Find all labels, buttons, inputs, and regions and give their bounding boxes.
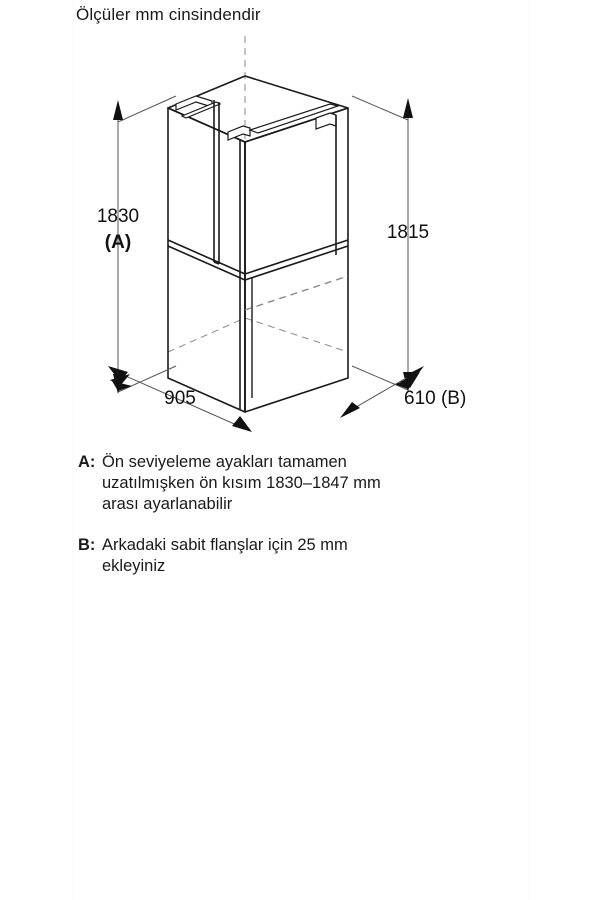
dimension-depth-value: 610 (B)	[404, 388, 467, 409]
note-b-line-2: ekleyiniz	[102, 557, 166, 575]
note-a-line-2: uzatılmışken ön kısım 1830–1847 mm	[102, 474, 381, 492]
dimension-rear-height	[352, 96, 429, 392]
lower-door-panel-edges	[245, 276, 348, 398]
refrigerator-isometric-drawing	[0, 0, 600, 440]
hidden-construction-lines	[168, 36, 348, 352]
dimension-depth	[340, 366, 466, 418]
note-a-key: A:	[78, 453, 96, 471]
note-a-line-1: Ön seviyeleme ayakları tamamen	[102, 453, 347, 471]
door-division-lines	[168, 100, 348, 412]
dimension-rear-height-value: 1815	[386, 222, 430, 243]
dimension-width-value: 905	[164, 388, 196, 409]
note-b	[78, 535, 508, 577]
dimension-front-height-ref: (A)	[104, 232, 132, 253]
notes-block	[78, 452, 508, 597]
note-a-body	[78, 452, 508, 515]
page-title: Ölçüler mm cinsindendir	[76, 5, 261, 24]
note-b-line-1: Arkadaki sabit flanşlar için 25 mm	[102, 536, 348, 554]
dimension-width	[108, 366, 252, 432]
dimension-front-height-value: 1830	[96, 206, 140, 227]
note-a	[78, 452, 508, 515]
top-hinge-brackets	[176, 96, 338, 140]
note-a-line-3: arası ayarlanabilir	[102, 495, 233, 513]
dimension-front-height	[97, 96, 176, 394]
note-b-key: B:	[78, 536, 96, 554]
note-b-body	[78, 535, 508, 577]
